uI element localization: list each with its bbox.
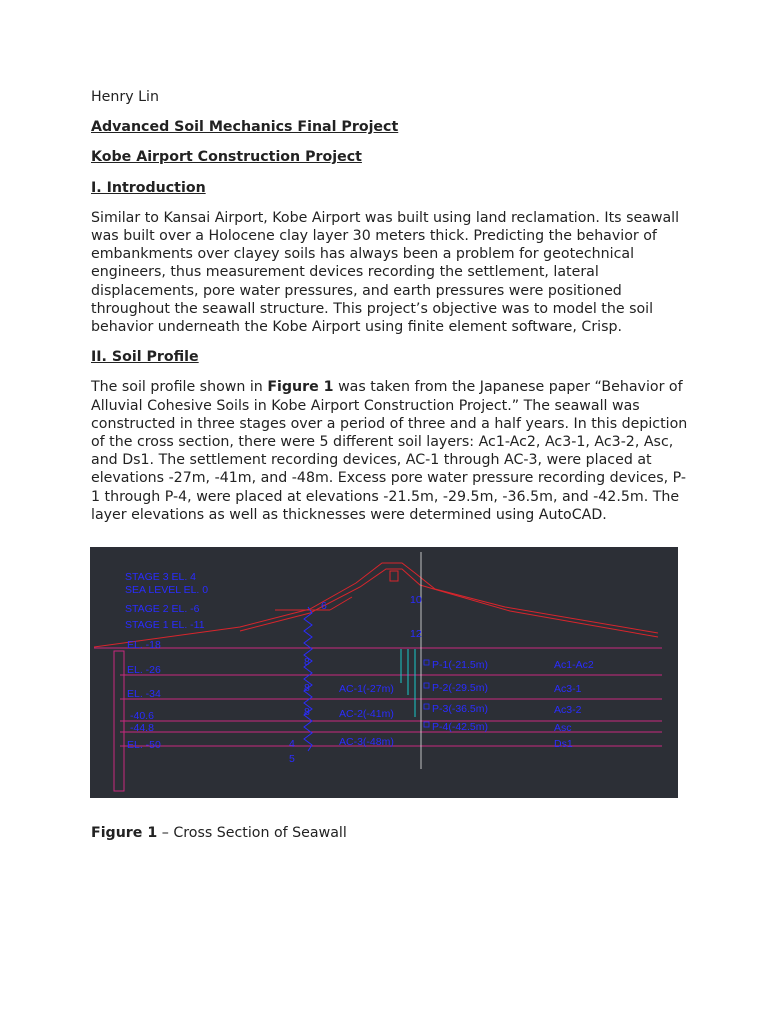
- profile-line: Alluvial Cohesive Soils in Kobe Airport Construction Project.” The seawall was: [91, 397, 640, 414]
- cross-section-drawing: [90, 547, 678, 798]
- profile-line: and Ds1. The settlement recording devices, AC-1 through AC-3, were placed at: [91, 452, 652, 469]
- pressure-marker: [424, 704, 429, 709]
- soil-profile-paragraph: [91, 378, 691, 524]
- profile-line: [91, 378, 691, 396]
- intro-line: displacements, pore water pressures, and earth pressures were positioned: [91, 282, 622, 299]
- caption-figure-number: Figure 1: [91, 825, 158, 841]
- elevation-label: EL. -50: [127, 739, 161, 751]
- elevation-label: -40.6: [130, 710, 154, 722]
- introduction-paragraph: [91, 209, 691, 336]
- intro-line: Similar to Kansai Airport, Kobe Airport was built using land reclamation. Its seawall: [91, 209, 680, 226]
- pressure-label: P-3(-36.5m): [432, 703, 489, 715]
- cross-section-figure: [90, 547, 678, 798]
- layer-label: Ds1: [554, 738, 573, 750]
- dimension-label: 5: [289, 753, 295, 765]
- settlement-gauges: [401, 649, 415, 717]
- settlement-label: AC-2(-41m): [339, 708, 394, 720]
- elevation-label: STAGE 3 EL. 4: [125, 571, 197, 583]
- profile-line: layer elevations as well as thicknesses were determined using AutoCAD.: [91, 506, 607, 523]
- dimension-label: 8: [304, 706, 310, 718]
- dimension-label: 4: [289, 738, 295, 750]
- settlement-label: AC-3(-48m): [339, 736, 394, 748]
- elevation-label: SEA LEVEL EL. 0: [125, 584, 209, 596]
- elevation-label: EL. -26: [127, 664, 161, 676]
- pressure-marker: [424, 722, 429, 727]
- intro-line: embankments over clayey soils has always been a problem for geotechnical: [91, 246, 635, 263]
- stage2-slope: [330, 597, 352, 610]
- profile-line: constructed in three stages over a period of three and a half years. In this depiction: [91, 415, 688, 432]
- layer-label: Ac3-2: [554, 704, 582, 716]
- elevation-label: STAGE 2 EL. -6: [125, 603, 200, 615]
- elevation-label: EL. -18: [127, 639, 161, 651]
- dimension-label: 12: [410, 628, 422, 640]
- settlement-label: AC-1(-27m): [339, 683, 394, 695]
- pressure-marker: [424, 660, 429, 665]
- document-subtitle: Kobe Airport Construction Project: [91, 149, 362, 166]
- dimension-label: 6: [321, 600, 327, 612]
- dimension-label: 8: [304, 656, 310, 668]
- profile-line: elevations -27m, -41m, and -48m. Excess pore water pressure recording devices, P-: [91, 470, 687, 487]
- intro-line: throughout the seawall structure. This project’s objective was to model the soil: [91, 300, 654, 317]
- pressure-marker: [424, 683, 429, 688]
- elevation-label: -44.8: [130, 722, 154, 734]
- section-heading-soil-profile: II. Soil Profile: [91, 349, 199, 366]
- profile-line: of the cross section, there were 5 different soil layers: Ac1-Ac2, Ac3-1, Ac3-2, Asc,: [91, 434, 674, 451]
- profile-line-post: was taken from the Japanese paper “Behavior of: [333, 379, 683, 396]
- dimension-chain: [304, 607, 312, 751]
- pressure-label: P-4(-42.5m): [432, 721, 489, 733]
- elevation-label: STAGE 1 EL. -11: [125, 619, 205, 631]
- section-heading-introduction: I. Introduction: [91, 179, 206, 196]
- crest-block: [390, 571, 398, 581]
- document-body: [91, 88, 691, 536]
- pressure-label: P-2(-29.5m): [432, 682, 489, 694]
- embankment-inner: [240, 569, 658, 637]
- document-title: Advanced Soil Mechanics Final Project: [91, 119, 399, 136]
- profile-line-pre: The soil profile shown in: [91, 379, 268, 396]
- layer-label: Ac3-1: [554, 683, 582, 695]
- dimension-label: 10: [410, 594, 422, 606]
- layer-label: Asc: [554, 722, 572, 734]
- pressure-label: P-1(-21.5m): [432, 659, 489, 671]
- intro-line: was built over a Holocene clay layer 30 meters thick. Predicting the behavior of: [91, 228, 657, 245]
- figure-reference: Figure 1: [267, 379, 334, 396]
- intro-line: engineers, thus measurement devices recording the settlement, lateral: [91, 264, 599, 281]
- elevation-label: EL. -34: [127, 688, 161, 700]
- caption-text: – Cross Section of Seawall: [157, 825, 347, 841]
- figure-caption: [91, 824, 347, 842]
- dimension-label: 8: [304, 682, 310, 694]
- figure-labels: [125, 571, 594, 765]
- pressure-markers: [424, 660, 429, 727]
- layer-label: Ac1-Ac2: [554, 659, 594, 671]
- author-name: Henry Lin: [91, 89, 159, 105]
- intro-line: behavior underneath the Kobe Airport using finite element software, Crisp.: [91, 319, 622, 336]
- profile-line: 1 through P-4, were placed at elevations -21.5m, -29.5m, -36.5m, and -42.5m. The: [91, 488, 680, 505]
